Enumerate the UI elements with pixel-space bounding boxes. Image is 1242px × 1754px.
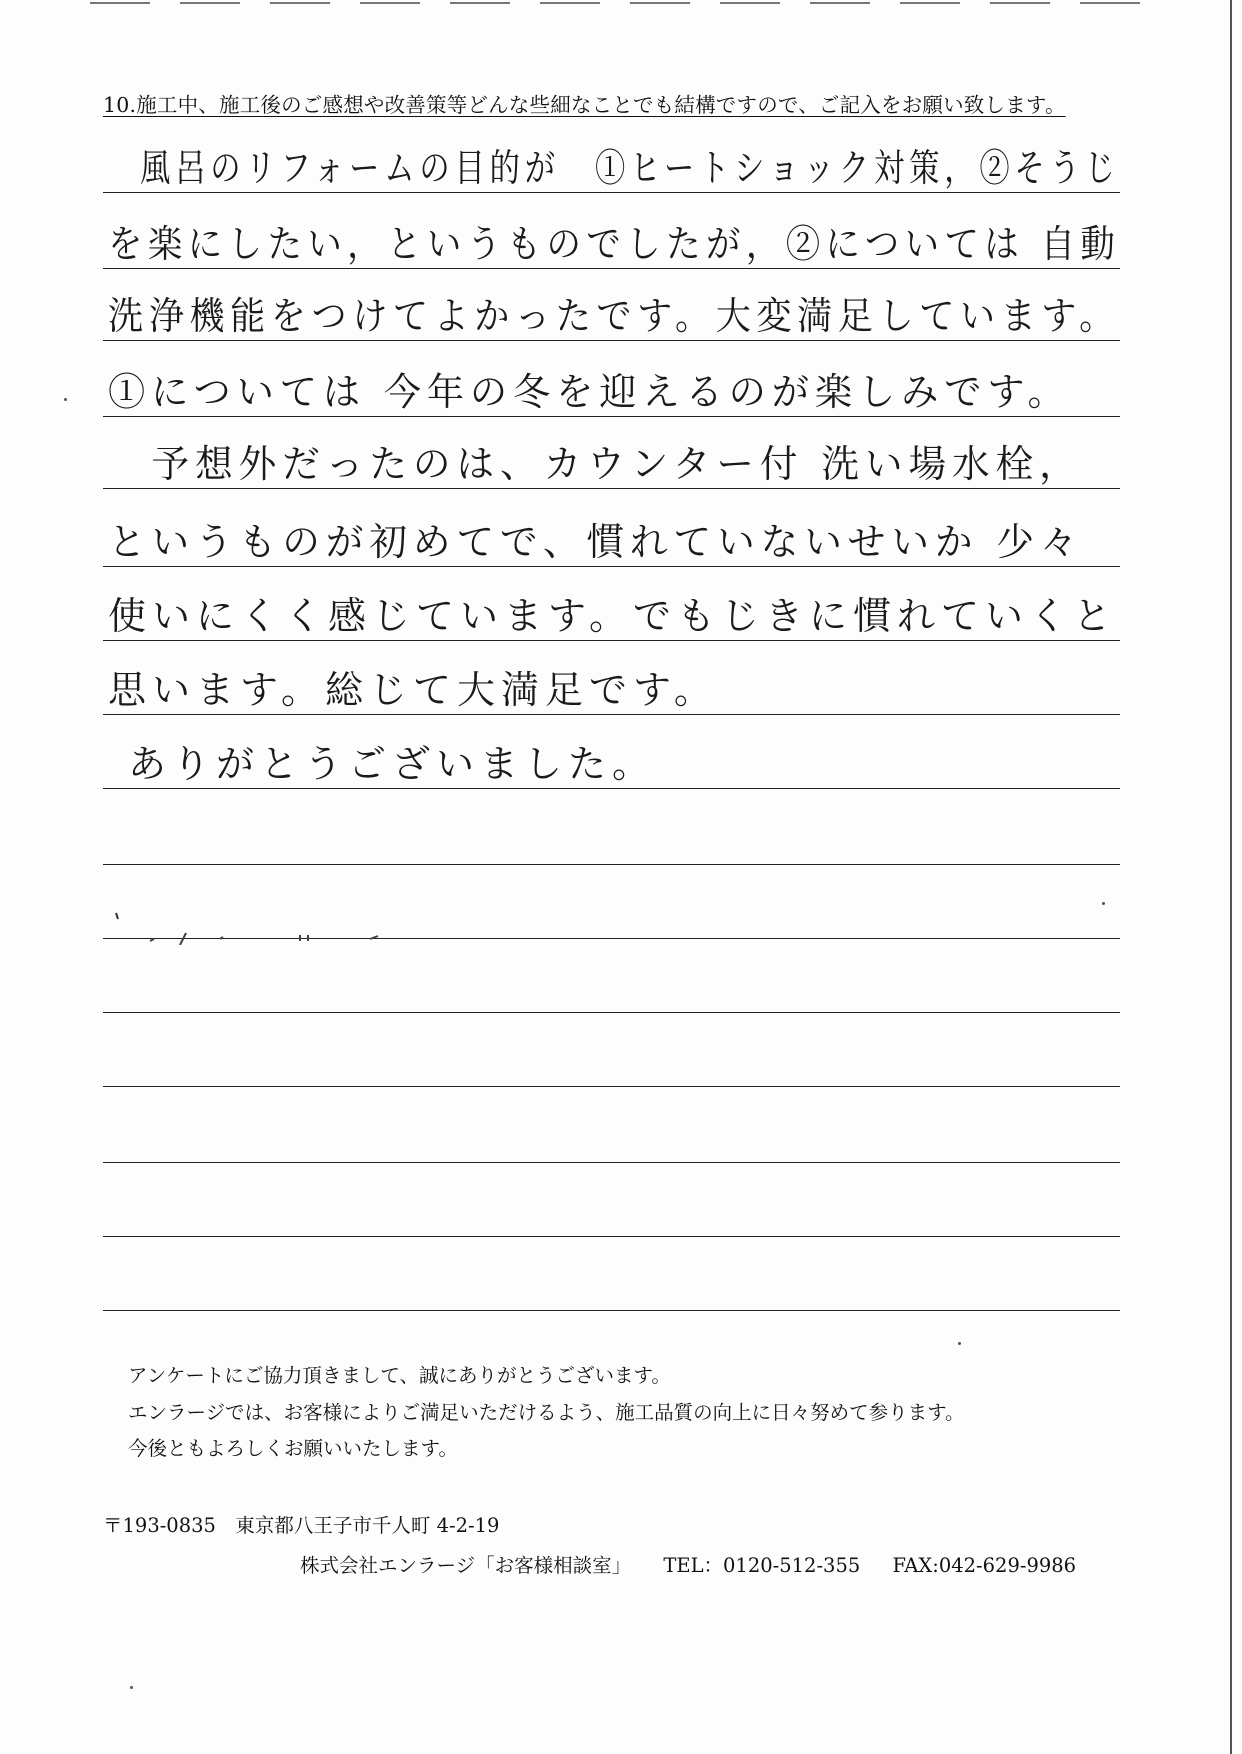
ruled-line bbox=[103, 566, 1120, 567]
ruled-line bbox=[103, 864, 1120, 865]
ruled-line bbox=[103, 640, 1120, 641]
company-fax: FAX:042-629-9986 bbox=[892, 1554, 1077, 1577]
ruled-line bbox=[103, 416, 1120, 417]
handwritten-line: 洗浄機能をつけてよかったです。大変満足しています。 bbox=[108, 294, 1120, 338]
ruled-line bbox=[103, 1012, 1120, 1013]
scan-speck bbox=[130, 1686, 133, 1689]
pen-marks bbox=[110, 905, 410, 945]
closing-line: エンラージでは、お客様によりご満足いただけるよう、施工品質の向上に日々努めて参ります。 bbox=[128, 1400, 965, 1424]
ruled-line bbox=[103, 1236, 1120, 1237]
company-address: 〒193-0835 東京都八王子市千人町 4-2-19 bbox=[103, 1514, 500, 1537]
ruled-line bbox=[103, 340, 1120, 341]
closing-line: 今後ともよろしくお願いいたします。 bbox=[128, 1437, 458, 1460]
ruled-line bbox=[103, 268, 1120, 269]
closing-message bbox=[128, 1358, 965, 1468]
scan-speck bbox=[1102, 902, 1105, 905]
handwritten-line: を楽にしたい，というものでしたが，②については 自動 bbox=[108, 222, 1121, 266]
scan-edge-top bbox=[90, 2, 1170, 4]
handwritten-line: 思います。総じて大満足です。 bbox=[108, 668, 718, 712]
ruled-line bbox=[103, 714, 1120, 715]
handwritten-line: 予想外だったのは、カウンター付 洗い場水栓， bbox=[108, 442, 1083, 486]
company-contact bbox=[300, 1550, 1076, 1578]
ruled-line bbox=[103, 1162, 1120, 1163]
scan-speck bbox=[64, 398, 67, 401]
ruled-line bbox=[103, 1310, 1120, 1311]
ruled-line bbox=[103, 488, 1120, 489]
company-tel: TEL：0120-512-355 bbox=[663, 1554, 861, 1577]
company-name: 株式会社エンラージ「お客様相談室」 bbox=[300, 1554, 632, 1577]
handwritten-line: ①については 今年の冬を迎えるのが楽しみです。 bbox=[108, 370, 1071, 414]
handwritten-line: 使いにくく感じています。でもじきに慣れていくと bbox=[108, 594, 1117, 638]
survey-question: 10.施工中、施工後のご感想や改善策等どんな些細なことでも結構ですので、ご記入をお願い致します。 bbox=[103, 93, 1066, 117]
handwritten-line: ありがとうございました。 bbox=[128, 742, 657, 786]
ruled-line bbox=[103, 1086, 1120, 1087]
scan-speck bbox=[958, 1342, 961, 1345]
ruled-line bbox=[103, 192, 1120, 193]
scan-edge-right bbox=[1230, 0, 1232, 1754]
ruled-line bbox=[103, 788, 1120, 789]
handwritten-line: 風呂のリフォームの目的が ①ヒートショック対策，②そうじ bbox=[140, 146, 1120, 190]
closing-line: アンケートにご協力頂きまして、誠にありがとうございます。 bbox=[128, 1364, 671, 1387]
handwritten-line: というものが初めてで、慣れていないせいか 少々 bbox=[108, 520, 1084, 564]
